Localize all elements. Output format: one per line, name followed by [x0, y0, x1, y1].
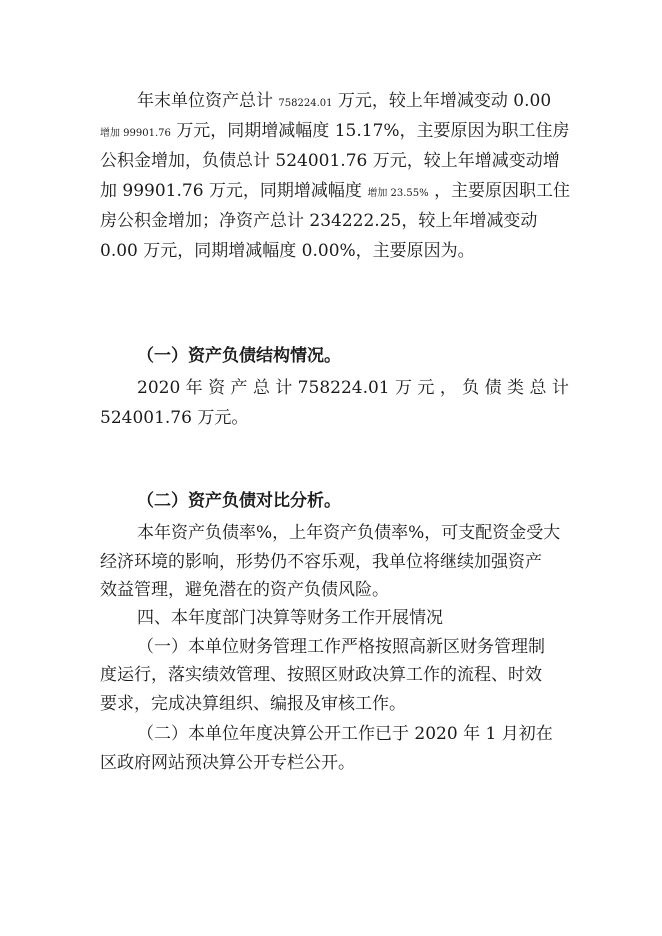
para1-line2 [100, 116, 570, 149]
section3-item1-line3: 要求，完成决算组织、编报及审核工作。 [100, 694, 406, 714]
para1-small-number: 增加 23.55% [367, 188, 429, 199]
para1-small-number: 增加 99901.76 [100, 128, 171, 139]
para1-line4 [100, 176, 570, 209]
para1-text: ，主要原因职工住 [434, 181, 571, 201]
para1-text: 加 99901.76 万元，同期增减幅度 [100, 181, 362, 201]
section3-item2-line1: （二）本单位年度决算公开工作已于 2020 年 1 月初在 [137, 724, 553, 744]
section2-line1: 本年资产负债率%，上年资产负债率%，可支配资金受大 [137, 523, 561, 543]
para1-text: 万元，较上年增减变动 0.00 [337, 91, 552, 111]
section2-heading: （二）资产负债对比分析。 [137, 491, 341, 511]
para1-text: 年末单位资产总计 [137, 91, 273, 111]
section1-line1: 2020 年 资 产 总 计 758224.01 万 元 ， 负 债 类 总 计 [137, 378, 569, 398]
section3-item1-line1: （一）本单位财务管理工作严格按照高新区财务管理制 [137, 637, 545, 657]
para1-line5: 房公积金增加；净资产总计 234222.25，较上年增减变动 [100, 211, 538, 231]
section1-line2: 524001.76 万元。 [100, 408, 249, 428]
section2-line3: 效益管理，避免潜在的资产负债风险。 [100, 580, 389, 600]
para1-line3: 公积金增加，负债总计 524001.76 万元，较上年增减变动增 [100, 151, 560, 171]
para1-text: 万元，同期增减幅度 15.17%，主要原因为职工住房 [176, 121, 570, 141]
section2-line2: 经济环境的影响，形势仍不容乐观，我单位将继续加强资产 [100, 552, 542, 572]
para1-line6: 0.00 万元，同期增减幅度 0.00%，主要原因为。 [100, 241, 475, 261]
section3-heading: 四、本年度部门决算等财务工作开展情况 [137, 608, 443, 628]
section3-item2-line2: 区政府网站预决算公开专栏公开。 [100, 753, 355, 773]
section3-item1-line2: 度运行，落实绩效管理、按照区财政决算工作的流程、时效 [100, 665, 542, 685]
para1-line1 [137, 86, 551, 119]
para1-small-number: 758224.01 [278, 98, 333, 109]
section1-heading: （一）资产负债结构情况。 [137, 346, 341, 366]
